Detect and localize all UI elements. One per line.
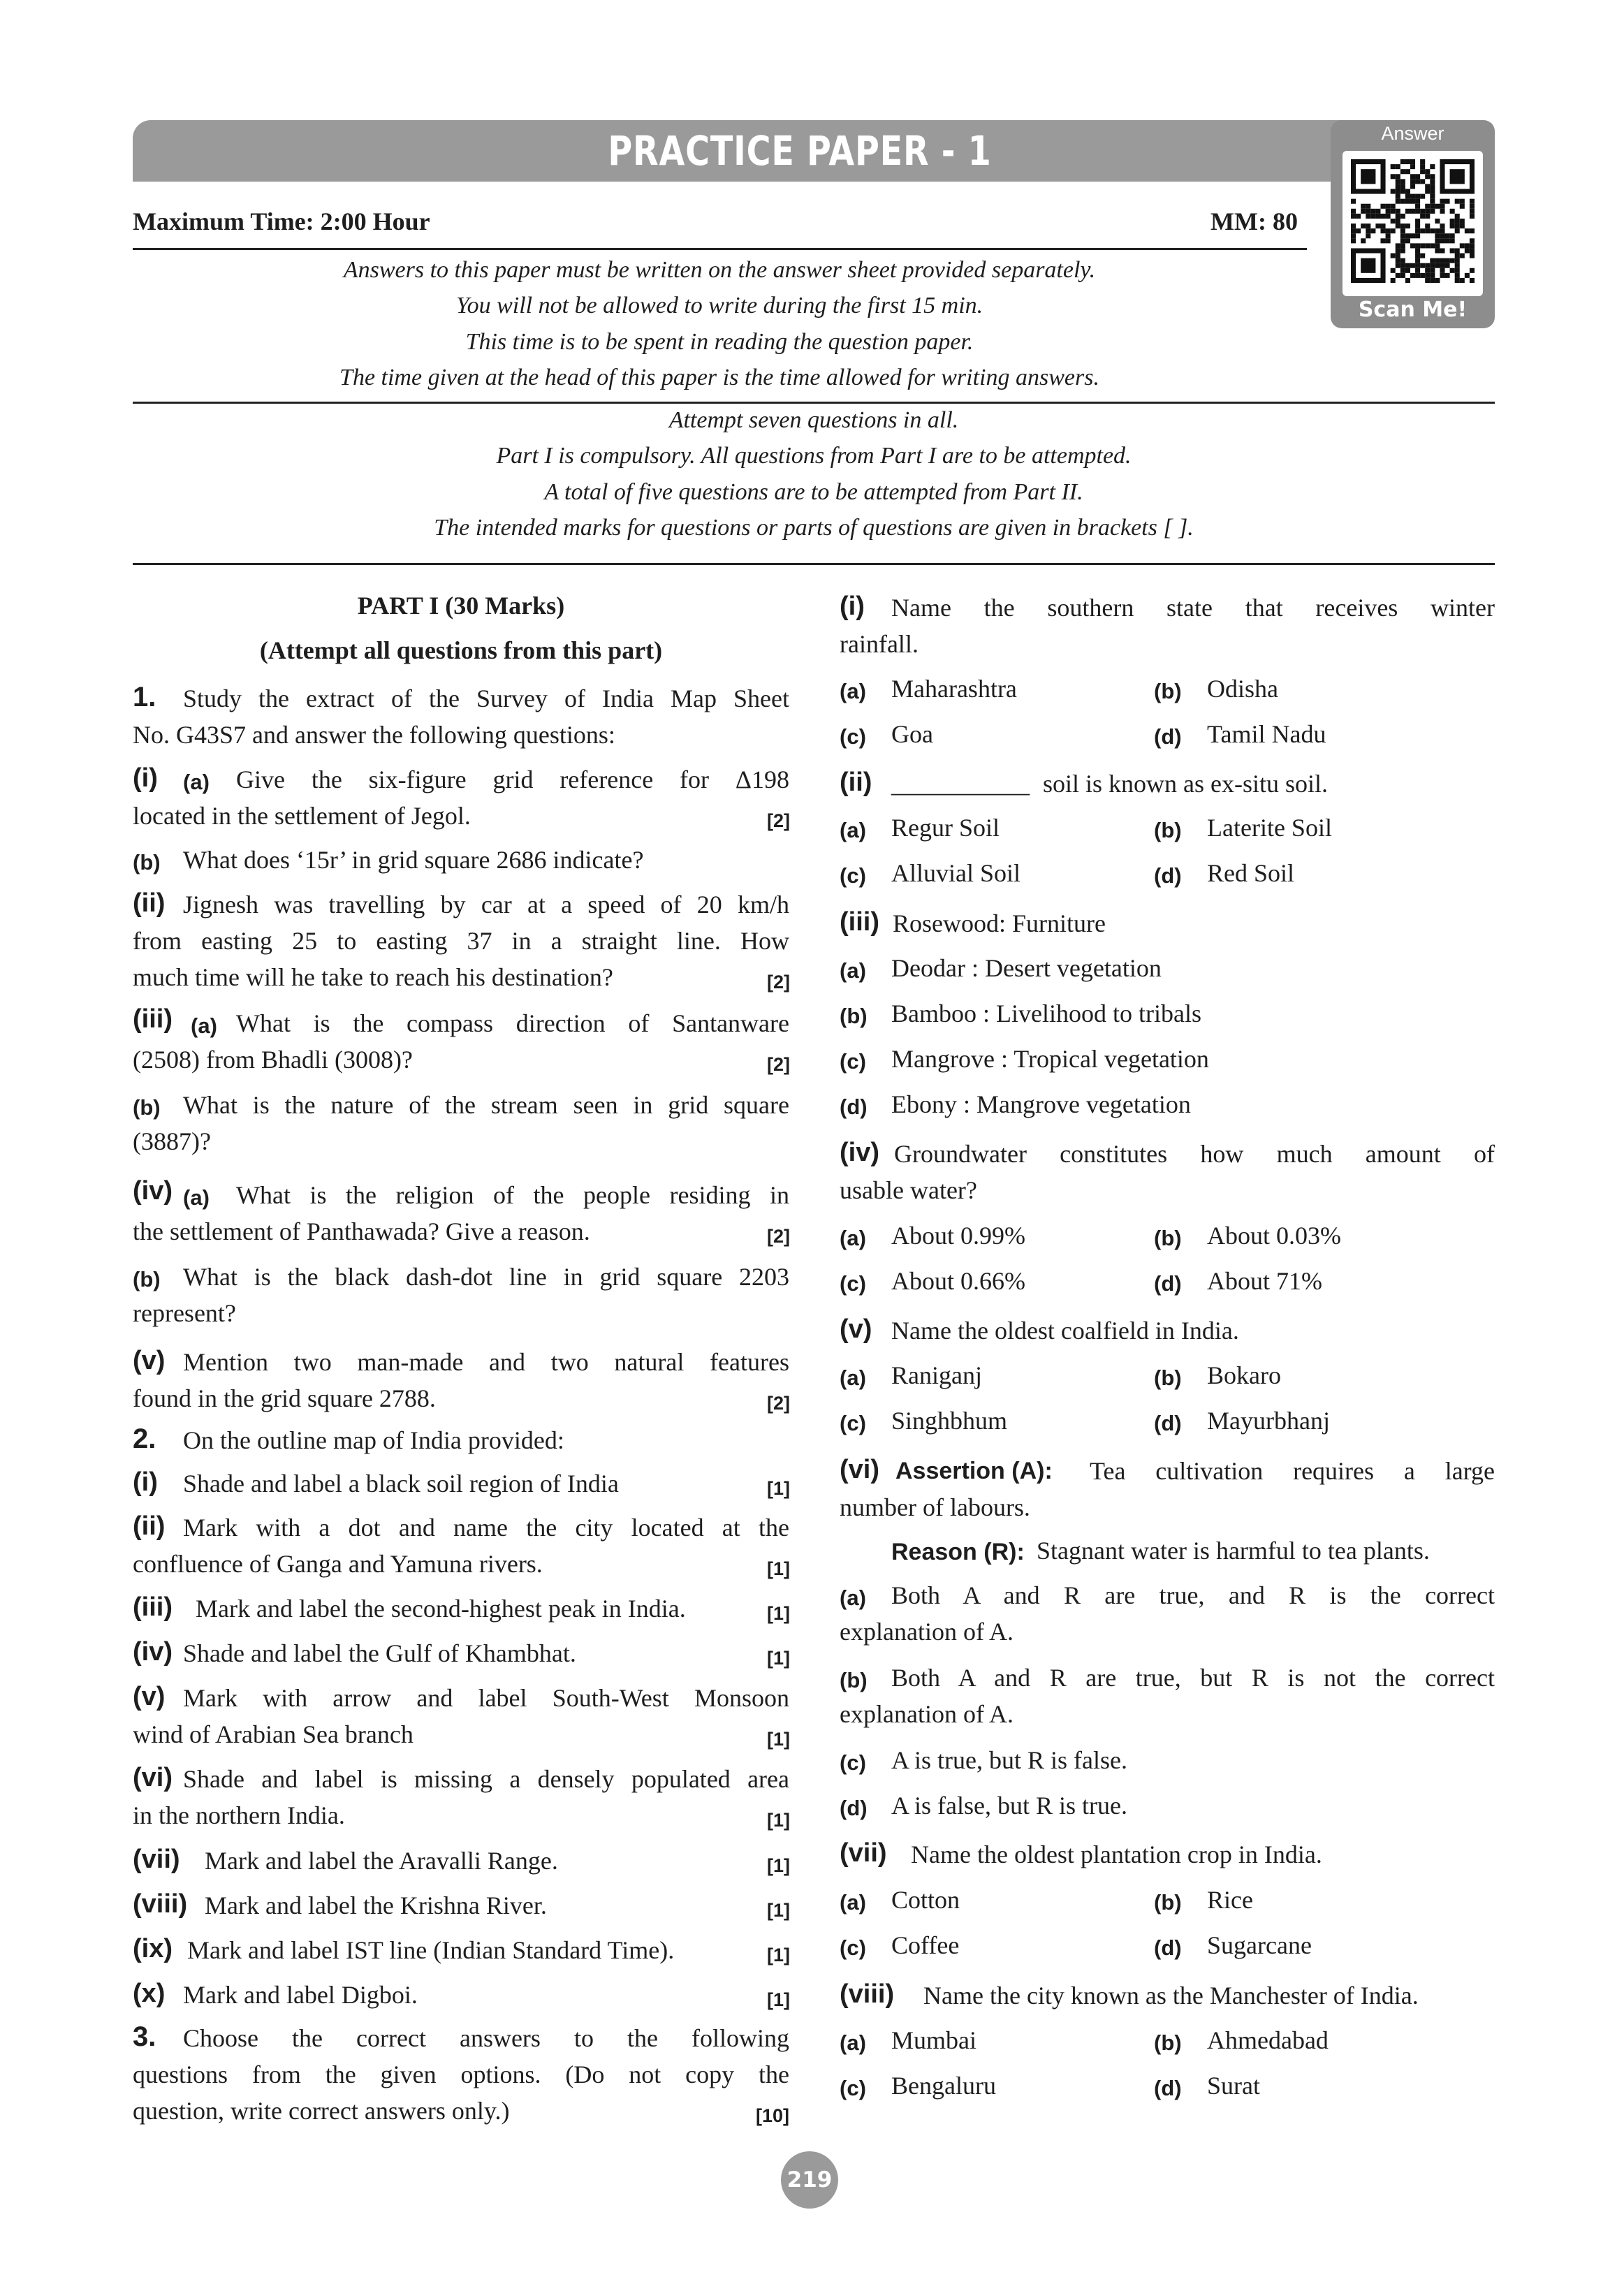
option-text[interactable]: Rice	[1207, 1886, 1253, 1914]
option-label: (a)	[840, 958, 866, 983]
option-text[interactable]: Maharashtra	[891, 675, 1017, 703]
q2-v-text: Mark with arrow and label South-West Monsoon	[183, 1684, 789, 1712]
q3-ii-text: soil is known as ex-situ soil.	[1043, 770, 1329, 798]
option-text[interactable]: Singhbhum	[891, 1407, 1008, 1435]
q2-ix-text: Mark and label IST line (Indian Standard Time).	[187, 1936, 675, 1964]
q1-ii-text: Jignesh was travelling by car at a speed of 20 km/h	[183, 891, 789, 918]
q2-i-label: (i)	[133, 1467, 158, 1497]
instruction-line: Part I is compulsory. All questions from Part I are to be attempted.	[496, 443, 1132, 469]
option-label: (a)	[840, 1366, 866, 1390]
q1-iii-text: (2508) from Bhadli (3008)?	[133, 1046, 413, 1074]
qr-code-icon[interactable]	[1351, 159, 1475, 283]
instruction-line: Attempt seven questions in all.	[668, 407, 959, 433]
q3-iv-text: usable water?	[840, 1176, 977, 1204]
option-label: (c)	[840, 724, 866, 749]
option-label: (c)	[840, 863, 866, 888]
reason-text: Stagnant water is harmful to tea plants.	[1037, 1537, 1430, 1565]
q3-text: question, write correct answers only.)	[133, 2097, 510, 2125]
option-text[interactable]: About 0.99%	[891, 1222, 1025, 1250]
instruction-line: A total of five questions are to be attempted from Part II.	[544, 479, 1083, 505]
option-label: (a)	[840, 1226, 866, 1250]
q2-viii-text: Mark and label the Krishna River.	[205, 1891, 547, 1919]
q1-iv-text: the settlement of Panthawada? Give a reason.	[133, 1217, 590, 1245]
instruction-line: The time given at the head of this paper is the time allowed for writing answers.	[339, 365, 1099, 390]
option-text[interactable]: Regur Soil	[891, 814, 1000, 842]
q2-ii-label: (ii)	[133, 1511, 166, 1541]
q2-vi-text: Shade and label is missing a densely populated area	[183, 1765, 789, 1793]
option-label: (b)	[840, 1668, 868, 1692]
q1-i-label: (i)	[133, 763, 158, 793]
marks: [2]	[767, 810, 790, 831]
max-marks: MM: 80	[1210, 207, 1298, 235]
q1-text: No. G43S7 and answer the following questions:	[133, 721, 615, 749]
blank: ___________	[891, 770, 1030, 798]
q1-iii-b-text: (3887)?	[133, 1127, 211, 1155]
option-text[interactable]: Tamil Nadu	[1207, 720, 1326, 748]
option-text[interactable]: Surat	[1207, 2072, 1260, 2100]
option-text[interactable]: Red Soil	[1207, 859, 1295, 887]
q1-text: Study the extract of the Survey of India Map Sheet	[183, 685, 789, 712]
option-label: (d)	[1154, 1411, 1182, 1435]
marks: [1]	[767, 1478, 790, 1499]
q3-vii-label: (vii)	[840, 1838, 887, 1868]
q3-text: questions from the given options. (Do not copy the	[133, 2060, 789, 2088]
option-text[interactable]: explanation of A.	[840, 1618, 1014, 1646]
option-label: (b)	[1154, 1890, 1182, 1915]
marks: [1]	[767, 1603, 790, 1624]
marks: [1]	[767, 1648, 790, 1669]
marks: [1]	[767, 1945, 790, 1965]
q2-vii-label: (vii)	[133, 1845, 180, 1874]
option-label: (c)	[840, 1935, 866, 1960]
q3-ii-label: (ii)	[840, 768, 872, 797]
q1-i-a-label: (a)	[183, 770, 210, 794]
q2-iv-label: (iv)	[133, 1637, 173, 1667]
option-label: (d)	[1154, 724, 1182, 749]
q1-number: 1.	[133, 682, 156, 712]
divider	[133, 402, 1495, 404]
marks: [1]	[767, 1989, 790, 2010]
option-label: (c)	[840, 1271, 866, 1296]
assertion-label: Assertion (A):	[895, 1458, 1053, 1484]
q2-text: On the outline map of India provided:	[183, 1426, 564, 1454]
q1-i-text: Give the six-figure grid reference for Δ198	[236, 766, 789, 793]
option-label: (d)	[1154, 1271, 1182, 1296]
option-label: (b)	[1154, 1226, 1182, 1250]
q2-iv-text: Shade and label the Gulf of Khambhat.	[183, 1639, 576, 1667]
q2-ii-text: confluence of Ganga and Yamuna rivers.	[133, 1550, 543, 1578]
page-number: 219	[781, 2151, 838, 2209]
part-subtitle: (Attempt all questions from this part)	[259, 636, 663, 664]
option-label: (b)	[1154, 679, 1182, 703]
q1-iii-a-label: (a)	[191, 1013, 217, 1038]
marks: [2]	[767, 972, 790, 993]
option-text[interactable]: Both A and R are true, and R is the correct	[891, 1581, 1495, 1609]
q3-i-text: Name the southern state that receives winter	[891, 594, 1495, 622]
option-label: (d)	[1154, 1935, 1182, 1960]
option-label: (d)	[1154, 2076, 1182, 2100]
option-text[interactable]: Mayurbhanj	[1207, 1407, 1330, 1435]
divider	[133, 563, 1495, 565]
q2-vi-label: (vi)	[133, 1763, 173, 1792]
marks: [2]	[767, 1393, 790, 1414]
instruction-line: Answers to this paper must be written on the answer sheet provided separately.	[343, 257, 1096, 283]
q2-vi-text: in the northern India.	[133, 1801, 345, 1829]
option-text[interactable]: Odisha	[1207, 675, 1278, 703]
q1-iii-text: What is the compass direction of Santanware	[236, 1009, 789, 1037]
marks: [1]	[767, 1729, 790, 1750]
instruction-line: You will not be allowed to write during the first 15 min.	[455, 293, 983, 319]
q2-iii-label: (iii)	[133, 1593, 173, 1622]
q1-iv-label: (iv)	[133, 1176, 173, 1206]
marks: [2]	[767, 1054, 790, 1075]
q1-i-text: located in the settlement of Jegol.	[133, 802, 471, 830]
option-label: (b)	[840, 1004, 868, 1028]
q3-text: Choose the correct answers to the following	[183, 2024, 789, 2052]
q3-v-text: Name the oldest coalfield in India.	[891, 1317, 1239, 1345]
max-time: Maximum Time: 2:00 Hour	[133, 207, 430, 235]
option-label: (b)	[1154, 2030, 1182, 2055]
qr-answer-label: Answer	[1381, 123, 1444, 144]
q1-i-b-label: (b)	[133, 850, 161, 874]
q1-iv-b-label: (b)	[133, 1267, 161, 1291]
option-text[interactable]: Raniganj	[891, 1361, 982, 1389]
marks: [1]	[767, 1855, 790, 1876]
q3-i-text: rainfall.	[840, 630, 919, 658]
option-text[interactable]: Deodar : Desert vegetation	[891, 954, 1162, 982]
option-text[interactable]: Ebony : Mangrove vegetation	[891, 1090, 1191, 1118]
q2-vii-text: Mark and label the Aravalli Range.	[205, 1847, 558, 1875]
q2-x-text: Mark and label Digboi.	[183, 1981, 418, 2009]
option-text[interactable]: About 0.03%	[1207, 1222, 1341, 1250]
q2-viii-label: (viii)	[133, 1889, 188, 1919]
q2-v-text: wind of Arabian Sea branch	[133, 1720, 414, 1748]
q1-iii-b-label: (b)	[133, 1095, 161, 1120]
option-text[interactable]: Mangrove : Tropical vegetation	[891, 1045, 1209, 1073]
q3-iv-label: (iv)	[840, 1138, 879, 1167]
q1-iv-a-label: (a)	[183, 1185, 210, 1210]
q2-ii-text: Mark with a dot and name the city located at the	[183, 1514, 789, 1542]
q1-iii-label: (iii)	[133, 1004, 173, 1034]
option-label: (b)	[1154, 818, 1182, 842]
option-label: (b)	[1154, 1366, 1182, 1390]
q2-ix-label: (ix)	[133, 1934, 173, 1963]
q1-v-label: (v)	[133, 1346, 166, 1375]
option-text[interactable]: explanation of A.	[840, 1700, 1014, 1728]
q1-ii-text: much time will he take to reach his destination?	[133, 963, 613, 991]
option-label: (d)	[1154, 863, 1182, 888]
option-label: (c)	[840, 1411, 866, 1435]
q1-iv-b-text: What is the black dash-dot line in grid square 2203	[183, 1263, 789, 1291]
option-text[interactable]: Sugarcane	[1207, 1931, 1312, 1959]
option-text[interactable]: Alluvial Soil	[891, 859, 1021, 887]
marks: [10]	[756, 2105, 790, 2126]
option-label: (d)	[840, 1796, 868, 1820]
q3-i-label: (i)	[840, 592, 865, 621]
option-text[interactable]: Both A and R are true, but R is not the correct	[891, 1664, 1495, 1692]
q1-ii-label: (ii)	[133, 888, 166, 918]
q2-iii-text: Mark and label the second-highest peak in India.	[196, 1595, 686, 1623]
q1-iv-text: What is the religion of the people residing in	[236, 1181, 789, 1209]
q1-i-b-text: What does ‘15r’ in grid square 2686 indicate?	[183, 846, 644, 874]
option-text[interactable]: Laterite Soil	[1207, 814, 1332, 842]
option-label: (c)	[840, 1049, 866, 1074]
q3-viii-label: (viii)	[840, 1979, 895, 2009]
q1-iv-b-text: represent?	[133, 1299, 236, 1327]
option-text[interactable]: Bamboo : Livelihood to tribals	[891, 1000, 1201, 1027]
option-text[interactable]: About 71%	[1207, 1267, 1322, 1295]
marks: [1]	[767, 1900, 790, 1921]
q3-iv-text: Groundwater constitutes how much amount of	[894, 1140, 1495, 1168]
option-text[interactable]: Bokaro	[1207, 1361, 1281, 1389]
option-label: (a)	[840, 2030, 866, 2055]
option-label: (c)	[840, 1750, 866, 1775]
q3-vi-label: (vi)	[840, 1455, 879, 1484]
q1-v-text: Mention two man-made and two natural features	[183, 1348, 789, 1376]
assertion-text: Tea cultivation requires a large	[1090, 1457, 1495, 1485]
option-text[interactable]: A is true, but R is false.	[891, 1746, 1127, 1774]
q2-x-label: (x)	[133, 1979, 166, 2008]
qr-scan-label: Scan Me!	[1358, 298, 1468, 322]
q2-number: 2.	[133, 1423, 156, 1454]
q2-v-label: (v)	[133, 1682, 166, 1711]
option-text[interactable]: A is false, but R is true.	[891, 1792, 1127, 1820]
instruction-line: The intended marks for questions or parts of questions are given in brackets [ ].	[434, 515, 1194, 541]
paper-title: PRACTICE PAPER - 1	[608, 127, 992, 175]
option-label: (a)	[840, 1586, 866, 1610]
option-text[interactable]: Cotton	[891, 1886, 960, 1914]
marks: [2]	[767, 1226, 790, 1247]
assertion-text: number of labours.	[840, 1493, 1030, 1521]
q2-i-text: Shade and label a black soil region of India	[183, 1470, 619, 1498]
option-label: (d)	[840, 1095, 868, 1119]
part-title: PART I (30 Marks)	[357, 592, 565, 620]
q3-v-label: (v)	[840, 1315, 872, 1344]
q1-iii-b-text: What is the nature of the stream seen in grid square	[183, 1091, 789, 1119]
q3-viii-text: Name the city known as the Manchester of India.	[923, 1982, 1419, 2010]
q3-number: 3.	[133, 2021, 156, 2052]
option-label: (a)	[840, 818, 866, 842]
q3-iii-text: Rosewood: Furniture	[893, 909, 1106, 937]
option-label: (c)	[840, 2076, 866, 2100]
option-text[interactable]: Coffee	[891, 1931, 960, 1959]
option-text[interactable]: Ahmedabad	[1207, 2026, 1329, 2054]
q3-vii-text: Name the oldest plantation crop in India.	[911, 1840, 1322, 1868]
reason-label: Reason (R):	[891, 1539, 1025, 1565]
marks: [1]	[767, 1558, 790, 1579]
instruction-line: This time is to be spent in reading the question paper.	[465, 329, 974, 355]
option-text[interactable]: Mumbai	[891, 2026, 976, 2054]
q1-ii-text: from easting 25 to easting 37 in a straight line. How	[133, 927, 789, 955]
option-text[interactable]: About 0.66%	[891, 1267, 1025, 1295]
divider	[133, 248, 1307, 250]
option-label: (a)	[840, 679, 866, 703]
q1-v-text: found in the grid square 2788.	[133, 1384, 436, 1412]
q3-iii-label: (iii)	[840, 907, 879, 937]
marks: [1]	[767, 1810, 790, 1831]
option-text[interactable]: Goa	[891, 720, 933, 748]
option-text[interactable]: Bengaluru	[891, 2072, 996, 2100]
option-label: (a)	[840, 1890, 866, 1915]
